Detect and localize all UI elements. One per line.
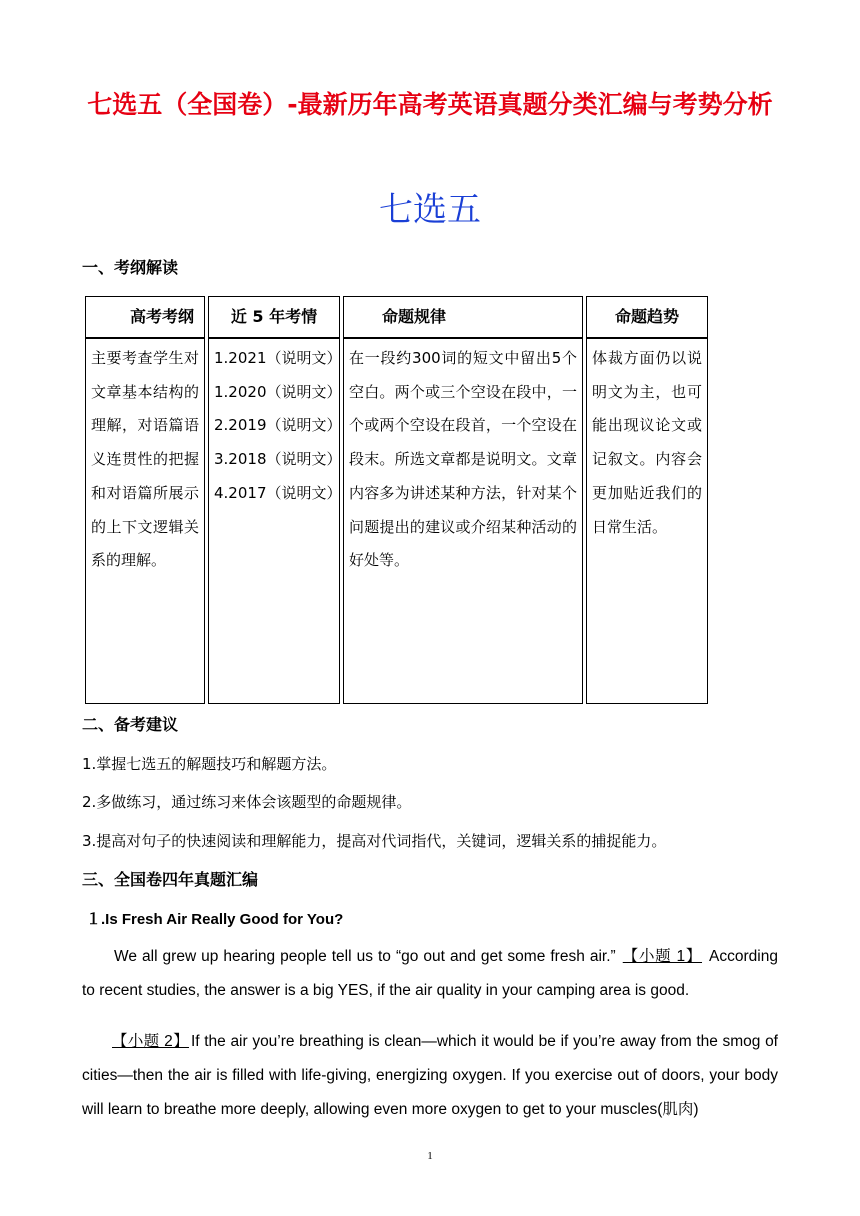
year-item: 1.2020（说明文） — [214, 382, 342, 401]
cell-trend — [586, 338, 708, 704]
year-item: 1.2021（说明文） — [214, 349, 342, 367]
document-title: 七选五（全国卷）-最新历年高考英语真题分类汇编与考势分析 — [87, 90, 773, 119]
tip-item: 1.掌握七选五的解题技巧和解题方法。 — [82, 755, 337, 773]
year-item: 2.2019（说明文） — [214, 416, 342, 435]
syllabus-text: 主要考查学生对文章基本结构的理解，对语篇语义连贯性的把握和对语篇所展示的上下文逻辑关系的理解。 — [91, 349, 199, 570]
header-trend: 命题趋势 — [586, 296, 708, 338]
syllabus-table — [82, 296, 711, 704]
passage-text: We all grew up hearing people tell us to “go out and get some fresh air.” — [114, 948, 616, 965]
passage-text: If the air you’re breathing is clean—which it would be if you’re away from the smog of cities—then the air is filled with life-giving, energizing oxygen. If you exercise out of doors, your body will learn to breathe more deeply, allowing even more oxygen to get to your muscles(肌肉) — [82, 1033, 778, 1118]
cell-years — [208, 338, 340, 704]
header-syllabus: 高考考纲 — [85, 296, 205, 338]
year-item: 4.2017（说明文） — [214, 483, 342, 502]
header-pattern: 命题规律 — [343, 296, 583, 338]
blank-marker: 【小题 2】 — [112, 1033, 189, 1050]
pattern-text: 在一段约300词的短文中留出5个空白。两个或三个空设在段中，一个或两个空设在段首，一个空设在段末。所选文章都是说明文。文章内容多为讲述某种方法，针对某个问题提出的建议或介绍某种活动的好处等。 — [349, 349, 577, 570]
tip-item: 2.多做练习，通过练习来体会该题型的命题规律。 — [82, 793, 412, 811]
cell-syllabus — [85, 338, 205, 704]
page-number: 1 — [427, 1150, 433, 1162]
passage-paragraph — [82, 940, 778, 1008]
section-heading-exams: 三、全国卷四年真题汇编 — [82, 870, 259, 889]
section-heading-tips: 二、备考建议 — [82, 715, 179, 734]
blank-marker: 【小题 1】 — [622, 948, 703, 965]
passage-paragraph — [82, 1025, 778, 1127]
year-item: 3.2018（说明文） — [214, 450, 342, 469]
header-five-years: 近 5 年考情 — [208, 296, 340, 338]
trend-text: 体裁方面仍以说明文为主，也可能出现议论文或记叙文。内容会更加贴近我们的日常生活。 — [592, 349, 702, 536]
section-heading-syllabus: 一、考纲解读 — [82, 258, 179, 277]
tip-item: 3.提高对句子的快速阅读和理解能力，提高对代词指代，关键词，逻辑关系的捕捉能力。 — [82, 832, 667, 850]
document-subtitle: 七选五 — [379, 190, 481, 230]
question-title: １.Is Fresh Air Really Good for You? — [86, 911, 344, 928]
cell-pattern — [343, 338, 583, 704]
passage-text: According to recent studies, the answer is a big YES, if the air quality in your camping area is good. — [82, 948, 778, 999]
